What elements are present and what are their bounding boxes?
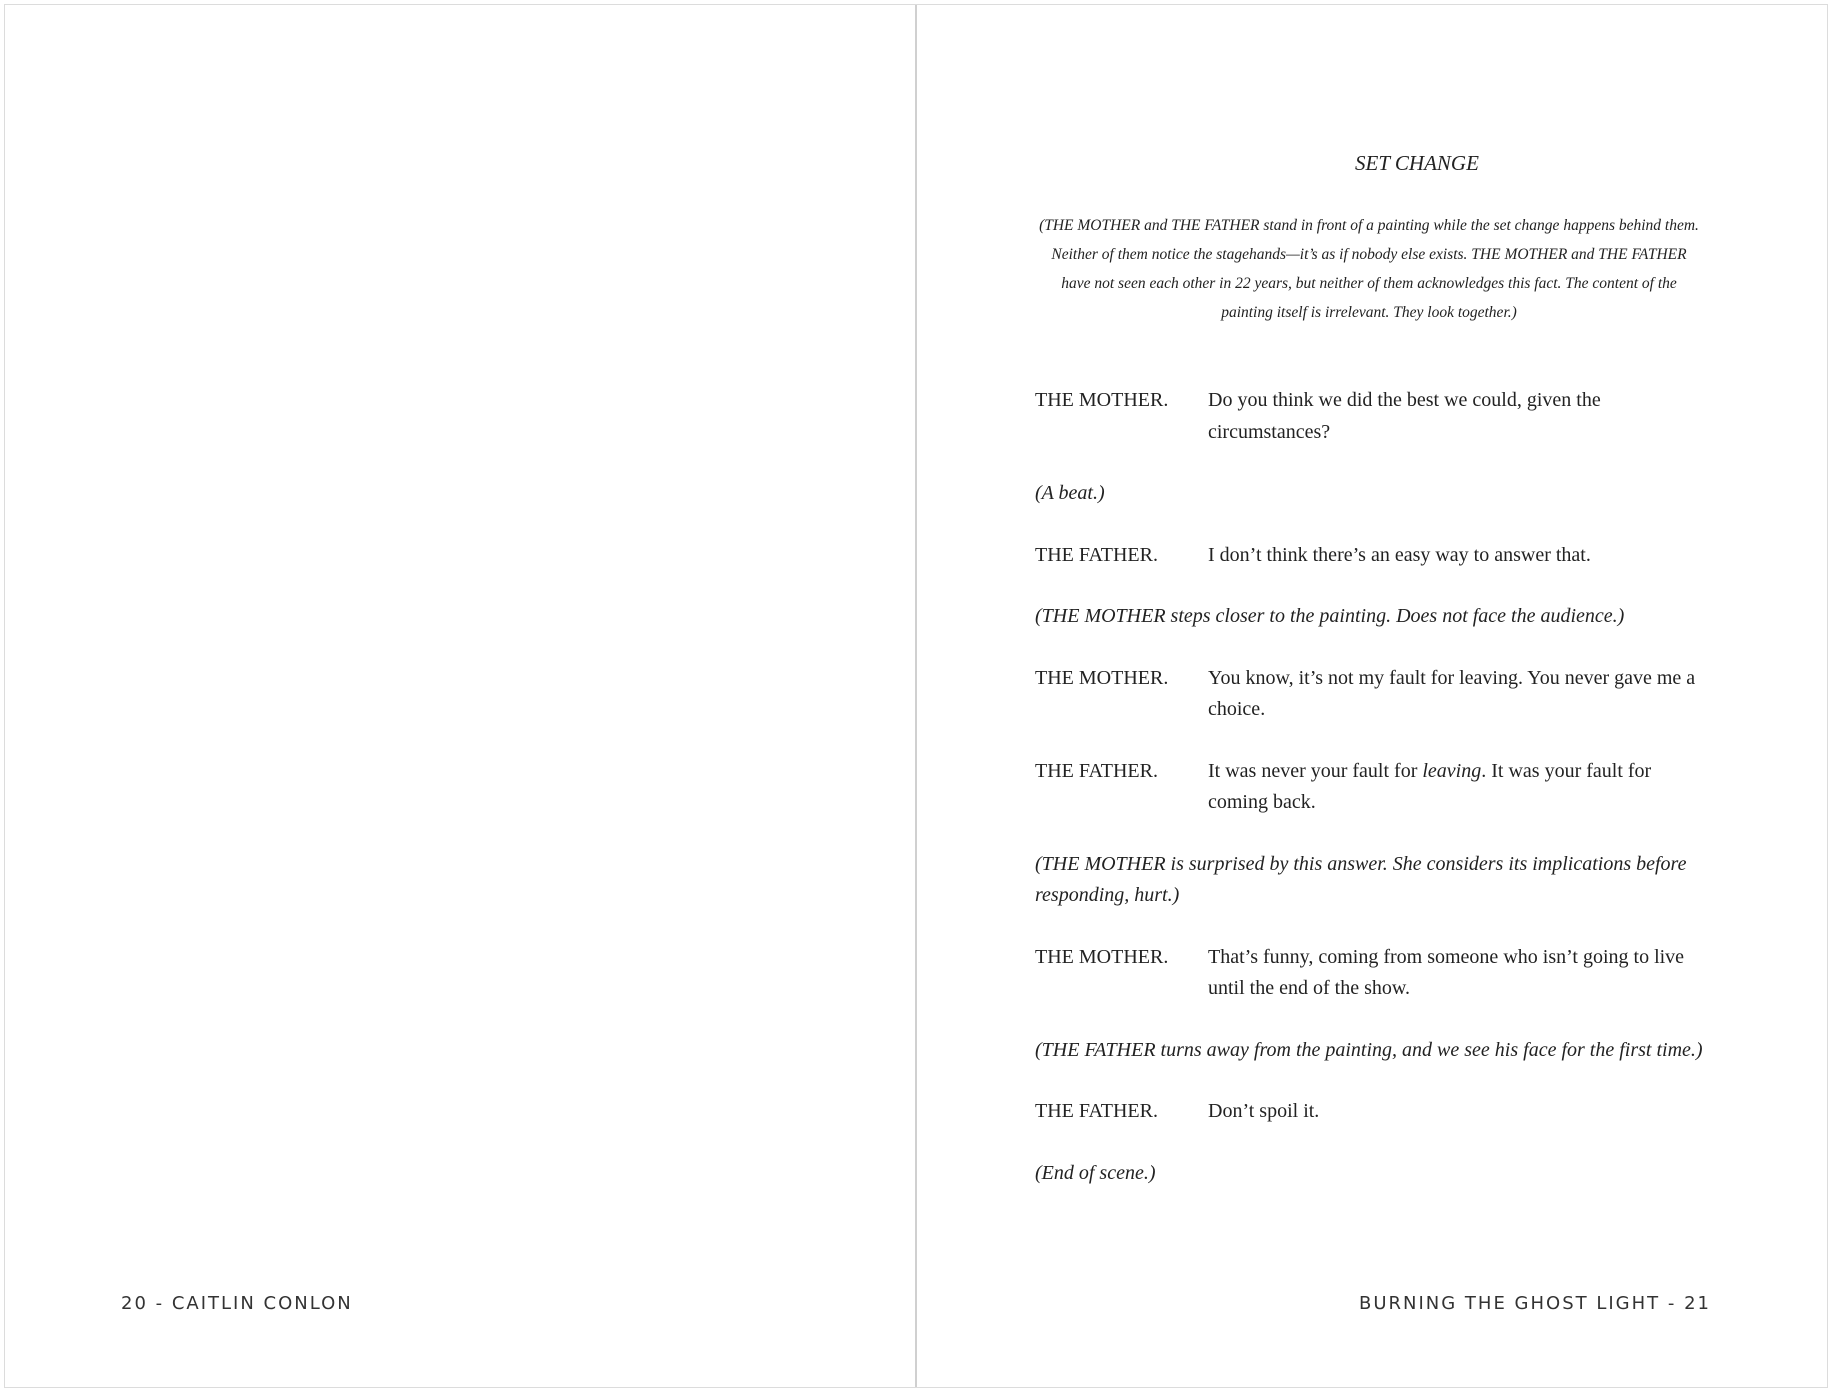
left-page bbox=[5, 5, 915, 1387]
emphasized-word: leaving bbox=[1422, 759, 1482, 782]
dialogue-text: I don’t think there’s an easy way to answer that. bbox=[1208, 543, 1591, 566]
dialogue-text: You know, it’s not my fault for leaving. You never gave me a choice. bbox=[1208, 666, 1696, 720]
stage-direction: (A beat.) bbox=[1035, 482, 1105, 504]
dialogue-line bbox=[1035, 540, 1715, 572]
intro-stage-direction: (THE MOTHER and THE FATHER stand in front of a painting while the set change happens behind them. Neither of them notice the stagehands—it’s as if nobody else exists. THE MOTHER and THE FATHER have not seen each other in 22 years, but neither of them acknowledges this fact. The content of the painting itself is irrelevant. They look together.) bbox=[1039, 217, 1699, 321]
dialogue-text-part: . It was your fault for coming back. bbox=[1208, 759, 1652, 813]
dialogue-text: Do you think we did the best we could, given the circumstances? bbox=[1208, 389, 1601, 443]
dialogue-text: That’s funny, coming from someone who isn’t going to live until the end of the show. bbox=[1208, 945, 1685, 999]
stage-direction: (End of scene.) bbox=[1035, 1161, 1156, 1184]
dialogue-line bbox=[1035, 663, 1715, 726]
left-page-folio: 20 - CAITLIN CONLON bbox=[121, 1293, 353, 1314]
speaker-name: THE FATHER. bbox=[1035, 543, 1158, 566]
speaker-name: THE MOTHER. bbox=[1035, 945, 1169, 968]
dialogue-line bbox=[1035, 385, 1715, 448]
right-page bbox=[917, 5, 1827, 1387]
speaker-name: THE MOTHER. bbox=[1035, 666, 1169, 689]
dialogue-text-part: It was never your fault for bbox=[1208, 759, 1423, 782]
dialogue-line bbox=[1035, 1096, 1715, 1128]
dialogue-text bbox=[1208, 756, 1715, 819]
speaker-name: THE FATHER. bbox=[1035, 1100, 1158, 1122]
dialogue-line bbox=[1035, 942, 1715, 1005]
scene-title: SET CHANGE bbox=[1355, 151, 1479, 175]
dialogue-line bbox=[1035, 756, 1715, 819]
stage-direction: (THE FATHER turns away from the painting, and we see his face for the first time.) bbox=[1035, 1038, 1703, 1061]
stage-direction: (THE MOTHER steps closer to the painting. Does not face the audience.) bbox=[1035, 605, 1625, 627]
speaker-name: THE MOTHER. bbox=[1035, 389, 1169, 411]
speaker-name: THE FATHER. bbox=[1035, 759, 1158, 782]
stage-direction: (THE MOTHER is surprised by this answer. She considers its implications before responding, hurt.) bbox=[1035, 852, 1687, 906]
book-spread bbox=[4, 4, 1828, 1388]
right-page-folio: BURNING THE GHOST LIGHT - 21 bbox=[1358, 1293, 1711, 1314]
script-body bbox=[1035, 385, 1715, 1219]
dialogue-text: Don’t spoil it. bbox=[1208, 1100, 1320, 1122]
